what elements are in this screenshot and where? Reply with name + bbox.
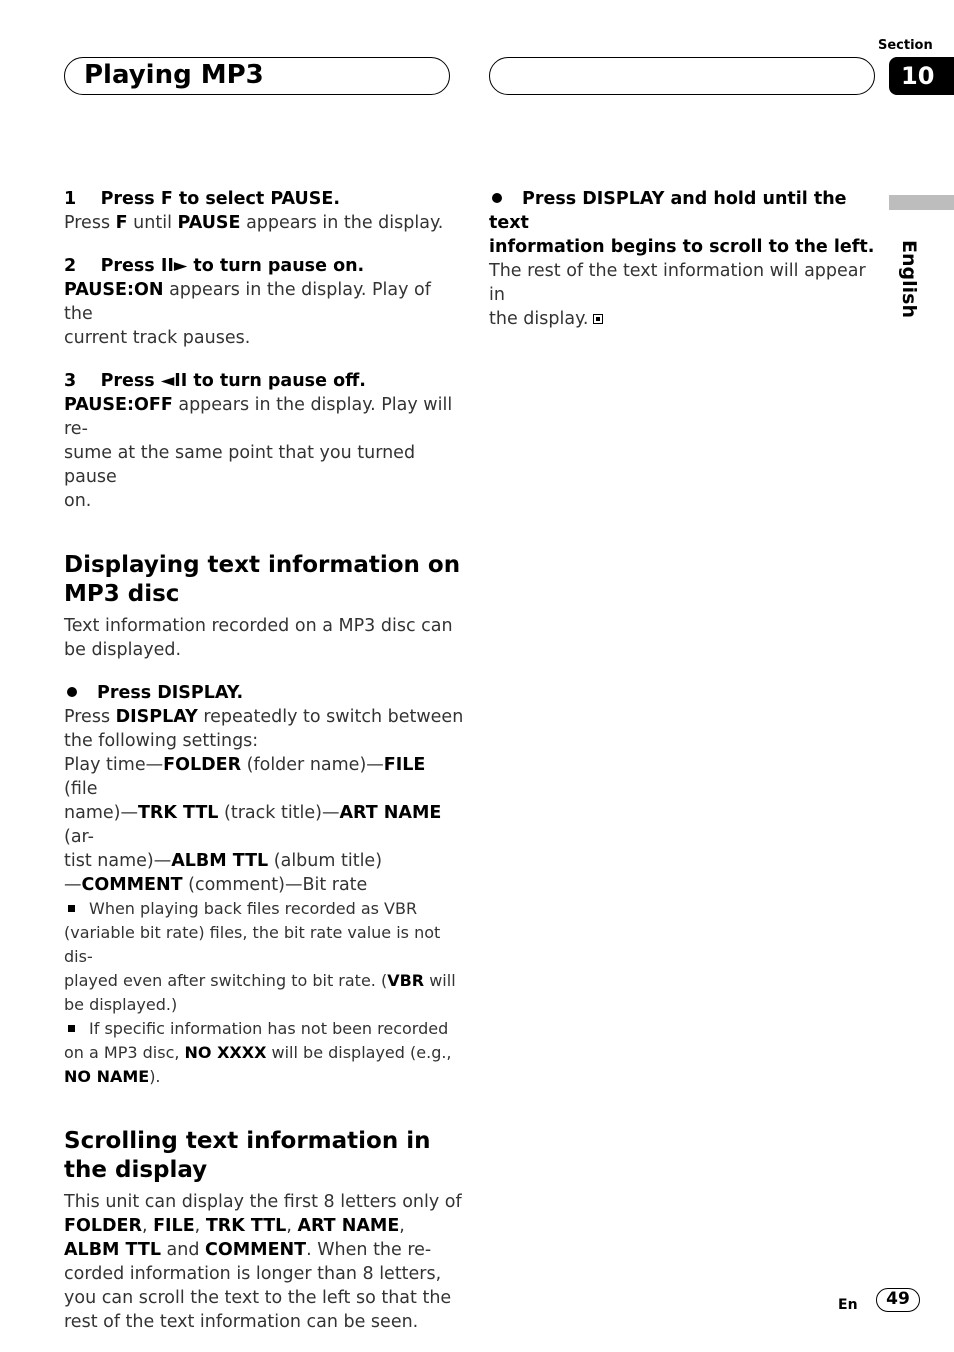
section-label: Section xyxy=(878,38,933,53)
language-tab-bar xyxy=(889,195,954,210)
page-title: Playing MP3 xyxy=(84,60,264,90)
press-display-body: Press DISPLAY repeatedly to switch between xyxy=(64,707,464,727)
section-number-badge: 10 xyxy=(889,57,954,95)
play-pause-icon: II► xyxy=(160,256,188,276)
display-intro-line1: Text information recorded on a MP3 disc can xyxy=(64,616,453,636)
heading-displaying-text: Displaying text information on MP3 disc xyxy=(64,552,461,607)
end-of-section-icon xyxy=(593,314,603,324)
footer-language: En xyxy=(838,1297,858,1313)
note-vbr: When playing back files recorded as VBR (variable bit rate) files, the bit rate value is not dis- played even after switching to bit rate. (VBR will be displayed.) xyxy=(64,899,456,1014)
right-column xyxy=(489,187,879,331)
scroll-body-line1: This unit can display the first 8 letters only of xyxy=(64,1192,462,1212)
page-number: 49 xyxy=(876,1288,920,1312)
press-display-heading: Press DISPLAY. xyxy=(64,681,464,705)
settings-sequence-line2: name)—TRK TTL (track title)—ART NAME (ar- xyxy=(64,803,442,847)
press-display-body-line2: the following settings: xyxy=(64,731,259,751)
scroll-body-line5: you can scroll the text to the left so that the xyxy=(64,1288,452,1308)
scroll-body-line4: corded information is longer than 8 letters, xyxy=(64,1264,442,1284)
settings-sequence-line3: tist name)—ALBM TTL (album title) xyxy=(64,851,383,871)
press-hold-display-heading-line2: information begins to scroll to the left. xyxy=(489,237,875,257)
settings-sequence-line4: —COMMENT (comment)—Bit rate xyxy=(64,875,368,895)
note-square-icon xyxy=(68,1025,75,1032)
bullet-icon xyxy=(492,193,502,203)
scroll-body-line2: FOLDER, FILE, TRK TTL, ART NAME, xyxy=(64,1216,405,1236)
scroll-result-line2: the display. xyxy=(489,307,879,331)
scroll-body-line6: rest of the text information can be seen. xyxy=(64,1312,419,1332)
step-3-body: PAUSE:OFF appears in the display. Play will re- xyxy=(64,395,453,439)
step-2-body-line2: current track pauses. xyxy=(64,328,251,348)
note-no-info: If specific information has not been recorded on a MP3 disc, NO XXXX will be displayed (e.g., NO NAME). xyxy=(64,1019,452,1086)
left-column xyxy=(64,187,464,1334)
display-intro-line2: be displayed. xyxy=(64,640,182,660)
rewind-pause-icon: ◄II xyxy=(160,371,188,391)
step-3-body-line2: sume at the same point that you turned pause xyxy=(64,443,416,487)
step-3-heading: 3 Press ◄II to turn pause off. xyxy=(64,371,366,391)
step-1-heading: 1 Press F to select PAUSE. xyxy=(64,189,340,209)
language-label: English xyxy=(898,240,920,318)
bullet-icon xyxy=(67,687,77,697)
heading-scrolling-text: Scrolling text information in the display xyxy=(64,1128,431,1183)
step-2-body: PAUSE:ON appears in the display. Play of the xyxy=(64,280,431,324)
step-1-body: Press F until PAUSE appears in the display. xyxy=(64,213,444,233)
header-frame-right xyxy=(489,57,875,95)
scroll-result-line1: The rest of the text information will appear in xyxy=(489,261,866,305)
press-hold-display-heading: Press DISPLAY and hold until the text xyxy=(489,189,847,233)
settings-sequence-line1: Play time—FOLDER (folder name)—FILE (file xyxy=(64,755,426,799)
step-2-heading: 2 Press II► to turn pause on. xyxy=(64,256,365,276)
scroll-body-line3: ALBM TTL and COMMENT. When the re- xyxy=(64,1240,432,1260)
note-square-icon xyxy=(68,905,75,912)
step-3-body-line3: on. xyxy=(64,491,92,511)
